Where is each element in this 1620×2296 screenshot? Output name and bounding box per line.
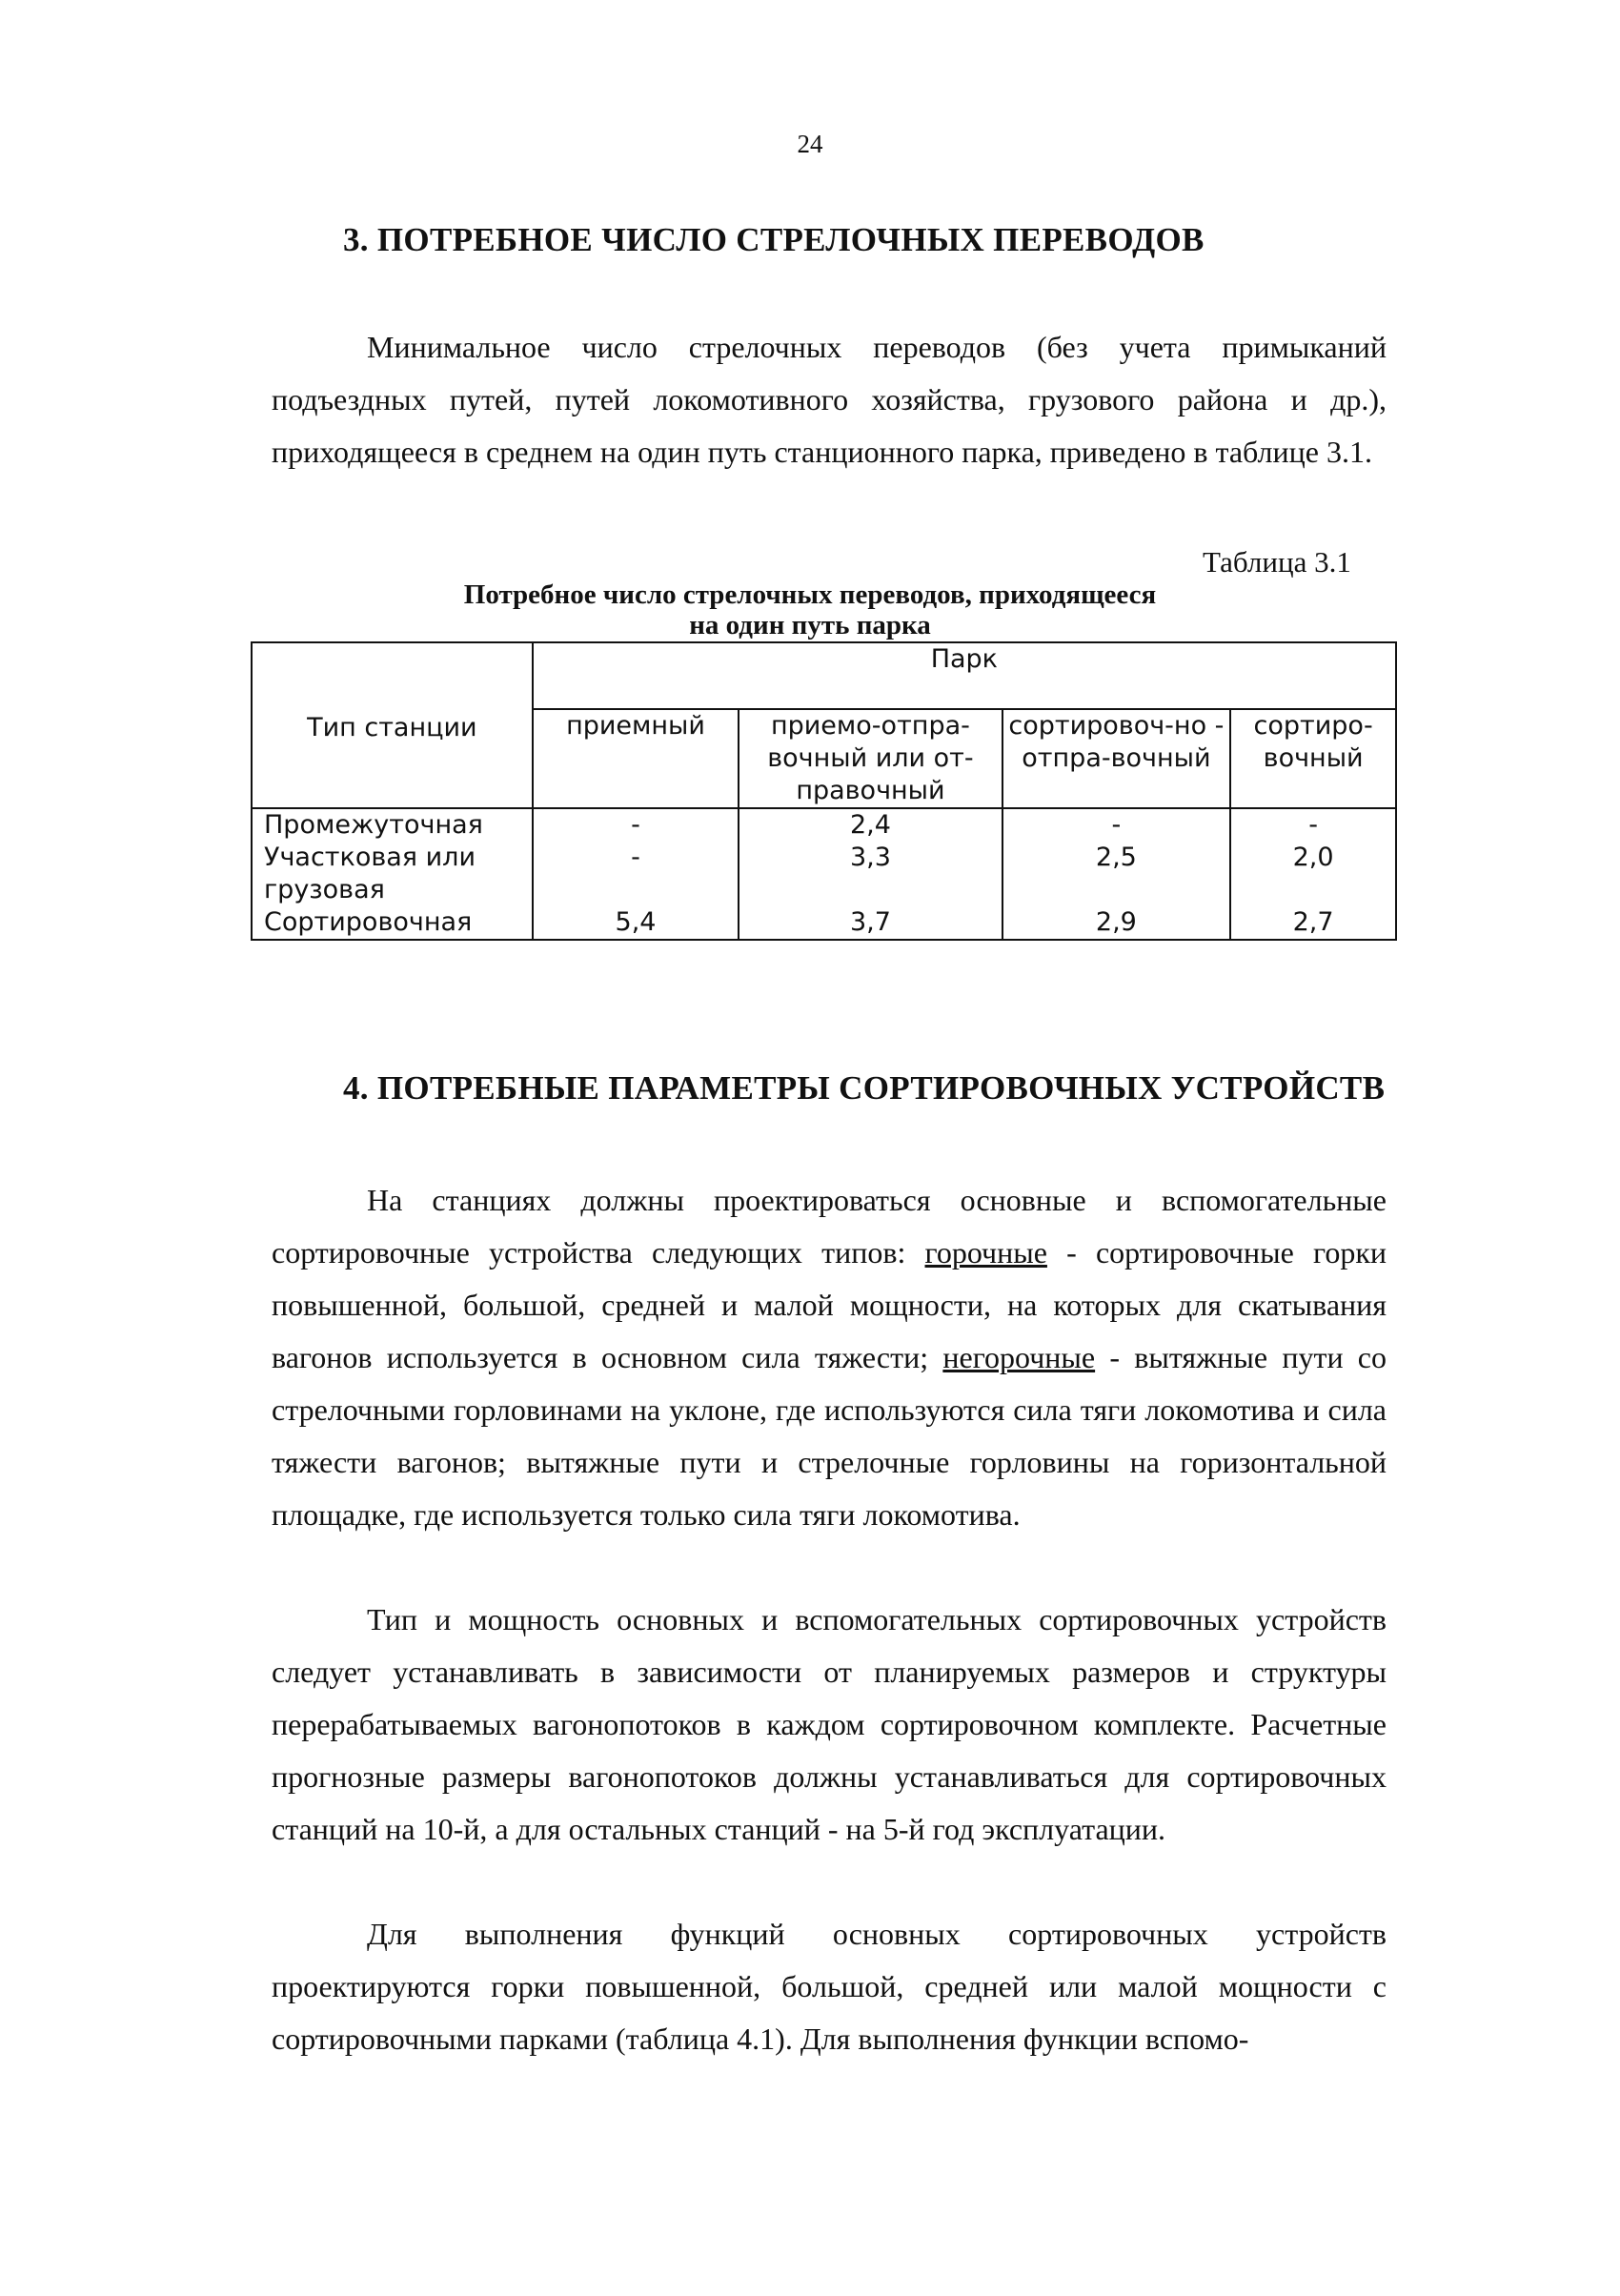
table-cell: 2,5	[1002, 842, 1231, 906]
term-gorochnye: горочные	[924, 1235, 1047, 1270]
column-header: сортировоч-но - отпра-вочный	[1002, 709, 1231, 808]
column-header: сортиро-вочный	[1230, 709, 1396, 808]
table-cell: 3,3	[739, 842, 1002, 906]
table-cell: -	[533, 808, 739, 842]
table-title	[381, 579, 1239, 640]
section-4-heading: 4. ПОТРЕБНЫЕ ПАРАМЕТРЫ СОРТИРОВОЧНЫХ УСТРОЙСТВ	[343, 1069, 1386, 1107]
term-negorochnye: негорочные	[942, 1340, 1096, 1374]
table-title-line-2: на один путь парка	[689, 610, 931, 640]
table-cell: 2,7	[1230, 906, 1396, 940]
header-park: Парк	[533, 642, 1396, 709]
table-cell: -	[533, 842, 739, 906]
table-label: Таблица 3.1	[1203, 545, 1351, 579]
paragraph-text: - вытяжные пути со стрелочными горловинами на уклоне, где используются сила тяги локомотива и сила тяжести вагонов; вытяжные пути и стрелочные горловины на горизонтальной площадке, где используется только сила тяги локомотива.	[272, 1340, 1387, 1532]
paragraph-text: На станциях должны проектироваться основные и вспомогательные сортировочные устройства следующих типов:	[272, 1183, 1387, 1270]
table-cell: -	[1002, 808, 1231, 842]
section-3-paragraph: Минимальное число стрелочных переводов (без учета примыканий подъездных путей, путей локомотивного хозяйства, грузового района и др.), приходящееся в среднем на один путь станционного парка, приведено в таблице 3.1.	[272, 330, 1387, 469]
section-4-paragraph-1	[272, 1174, 1387, 1541]
column-header: приемный	[533, 709, 739, 808]
column-header: приемо-отпра-вочный или от-правочный	[739, 709, 1002, 808]
row-station-type: Участковая или грузовая	[252, 842, 533, 906]
paragraph-text: - сортировочные горки повышенной, большой, средней и малой мощности, на которых для скатывания вагонов используется в основном сила тяжести;	[272, 1235, 1387, 1374]
header-station-type: Тип станции	[252, 642, 533, 808]
table-row	[252, 808, 1396, 842]
table-cell: 2,4	[739, 808, 1002, 842]
section-4-paragraph-3: Для выполнения функций основных сортировочных устройств проектируются горки повышенной, большой, средней или малой мощности с сортировочными парками (таблица 4.1). Для выполнения функции вспомо-	[272, 1917, 1387, 2056]
section-3-heading: 3. ПОТРЕБНОЕ ЧИСЛО СТРЕЛОЧНЫХ ПЕРЕВОДОВ	[343, 221, 1205, 258]
table-title-line-1: Потребное число стрелочных переводов, приходящееся	[463, 579, 1157, 610]
table-cell: 5,4	[533, 906, 739, 940]
row-station-type: Промежуточная	[252, 808, 533, 842]
table-cell: -	[1230, 808, 1396, 842]
table-cell: 3,7	[739, 906, 1002, 940]
page-number: 24	[797, 130, 823, 158]
switches-table	[251, 641, 1397, 941]
table-row	[252, 906, 1396, 940]
row-station-type: Сортировочная	[252, 906, 533, 940]
table-row	[252, 842, 1396, 906]
section-4-paragraph-2: Тип и мощность основных и вспомогательных сортировочных устройств следует устанавливать в зависимости от планируемых размеров и структуры перерабатываемых вагонопотоков в каждом сортировочном комплекте. Расчетные прогнозные размеры вагонопотоков должны устанавливаться для сортировочных станций на 10-й, а для остальных станций - на 5-й год эксплуатации.	[272, 1602, 1387, 1846]
table-cell: 2,0	[1230, 842, 1396, 906]
table-cell: 2,9	[1002, 906, 1231, 940]
